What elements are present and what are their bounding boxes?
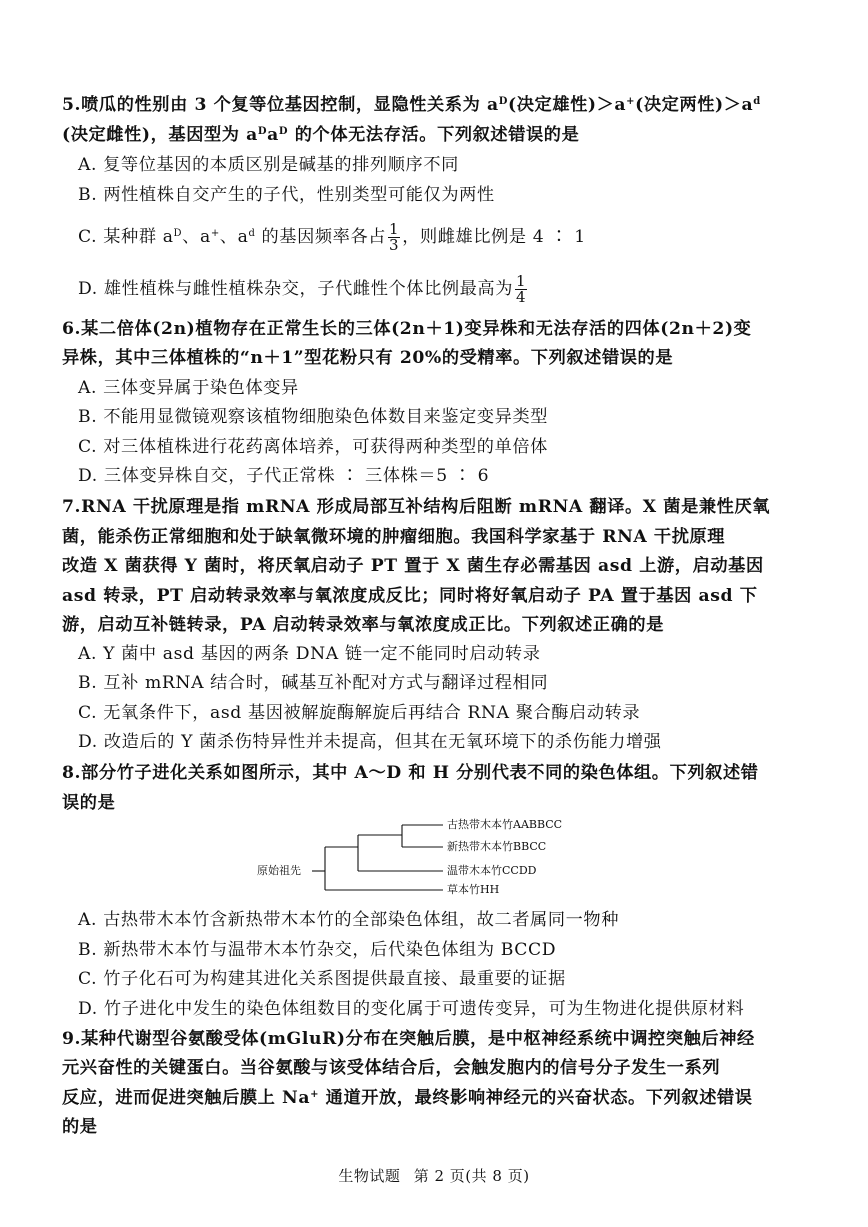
q9-stem-line1: 9.某种代谢型谷氨酸受体(mGluR)分布在突触后膜，是中枢神经系统中调控突触后神经: [62, 1029, 755, 1049]
q9-stem-line4: 的是: [62, 1117, 98, 1137]
q7-stem-line1: 7.RNA 干扰原理是指 mRNA 形成局部互补结构后阻断 mRNA 翻译。X 菌是兼性厌氧: [62, 497, 771, 517]
q9-stem-line3: 反应，进而促进突触后膜上 Na+ 通道开放，最终影响神经元的兴奋状态。下列叙述错误: [62, 1088, 753, 1108]
q8-option-a: A. 古热带木本竹含新热带木本竹的全部染色体组，故二者属同一物种: [78, 910, 619, 930]
tree-label-root: 原始祖先: [257, 864, 301, 877]
q5-stem-line1: 5.喷瓜的性别由 3 个复等位基因控制，显隐性关系为 $a^D$(决定雄性)＞a+(决定两性)$>a^d$: [62, 95, 761, 115]
fraction-one-third: $\frac{1}{3}$: [389, 220, 400, 254]
q7-stem-line5: 游，启动互补链转录，PA 启动转录效率与氧浓度成正比。下列叙述正确的是: [62, 615, 664, 635]
q7-option-a: A. Y 菌中 asd 基因的两条 DNA 链一定不能同时启动转录: [78, 644, 541, 664]
q8-stem-line2: 误的是: [62, 793, 116, 813]
q7-option-d: D. 改造后的 Y 菌杀伤特异性并未提高，但其在无氧环境下的杀伤能力增强: [78, 732, 662, 752]
tree-label-leaf-2: 新热带木本竹BBCC: [447, 840, 547, 853]
q8-stem-line1: 8.部分竹子进化关系如图所示，其中 A～D 和 H 分别代表不同的染色体组。下列叙述错: [62, 763, 759, 783]
phylogenetic-tree-lines: [255, 820, 575, 900]
q8-option-c: C. 竹子化石可为构建其进化关系图提供最直接、最重要的证据: [78, 969, 566, 989]
q5-option-b: B. 两性植株自交产生的子代，性别类型可能仅为两性: [78, 185, 495, 205]
q5-option-d: D. 雄性植株与雌性植株杂交，子代雌性个体比例最高为 $\frac{1}{4}$: [78, 272, 527, 306]
footer-subject: 生物试题: [338, 1167, 401, 1185]
q8-option-b: B. 新热带木本竹与温带木本竹杂交，后代染色体组为 BCCD: [78, 940, 557, 960]
q7-option-c: C. 无氧条件下，asd 基因被解旋酶解旋后再结合 RNA 聚合酶启动转录: [78, 703, 641, 723]
q7-option-b: B. 互补 mRNA 结合时，碱基互补配对方式与翻译过程相同: [78, 673, 549, 693]
q9-stem-line2: 元兴奋性的关键蛋白。当谷氨酸与该受体结合后，会触发胞内的信号分子发生一系列: [62, 1058, 721, 1078]
q6-option-a: A. 三体变异属于染色体变异: [78, 378, 299, 398]
q7-stem-line4: asd 转录，PT 启动转录效率与氧浓度成反比；同时将好氧启动子 PA 置于基因 asd 下: [62, 586, 758, 606]
tree-label-leaf-3: 温带木本竹CCDD: [447, 864, 537, 877]
page-footer: [0, 1165, 868, 1186]
q6-stem-line1: 6.某二倍体(2n)植物存在正常生长的三体(2n＋1)变异株和无法存活的四体(2n＋2)变: [62, 319, 752, 339]
tree-label-leaf-1: 古热带木本竹AABBCC: [447, 818, 563, 831]
q5-stem-line2: (决定雌性)，基因型为 $a^Da^D$ 的个体无法存活。下列叙述错误的是: [62, 125, 580, 145]
q5-option-c: C. 某种群 $a^D$、a+、$a^d$ 的基因频率各占 $\frac{1}{3}$ ，则雌雄比例是 4 ∶ 1: [78, 220, 586, 254]
phylogenetic-tree: [255, 820, 575, 900]
q5-option-a: A. 复等位基因的本质区别是碱基的排列顺序不同: [78, 155, 459, 175]
q6-option-b: B. 不能用显微镜观察该植物细胞染色体数目来鉴定变异类型: [78, 407, 549, 427]
footer-page-number: 第 2 页(共 8 页): [413, 1167, 530, 1185]
q8-option-d: D. 竹子进化中发生的染色体组数目的变化属于可遗传变异，可为生物进化提供原材料: [78, 999, 745, 1019]
q6-option-d: D. 三体变异株自交，子代正常株 ∶ 三体株＝5 ∶ 6: [78, 466, 490, 486]
q6-stem-line2: 异株，其中三体植株的“n＋1”型花粉只有 20%的受精率。下列叙述错误的是: [62, 348, 674, 368]
fraction-one-quarter: $\frac{1}{4}$: [516, 272, 527, 306]
q7-stem-line3: 改造 X 菌获得 Y 菌时，将厌氧启动子 PT 置于 X 菌生存必需基因 asd 上游，启动基因: [62, 556, 764, 576]
q7-stem-line2: 菌，能杀伤正常细胞和处于缺氧微环境的肿瘤细胞。我国科学家基于 RNA 干扰原理: [62, 527, 726, 547]
tree-label-leaf-4: 草本竹HH: [447, 883, 500, 896]
q6-option-c: C. 对三体植株进行花药离体培养，可获得两种类型的单倍体: [78, 437, 548, 457]
